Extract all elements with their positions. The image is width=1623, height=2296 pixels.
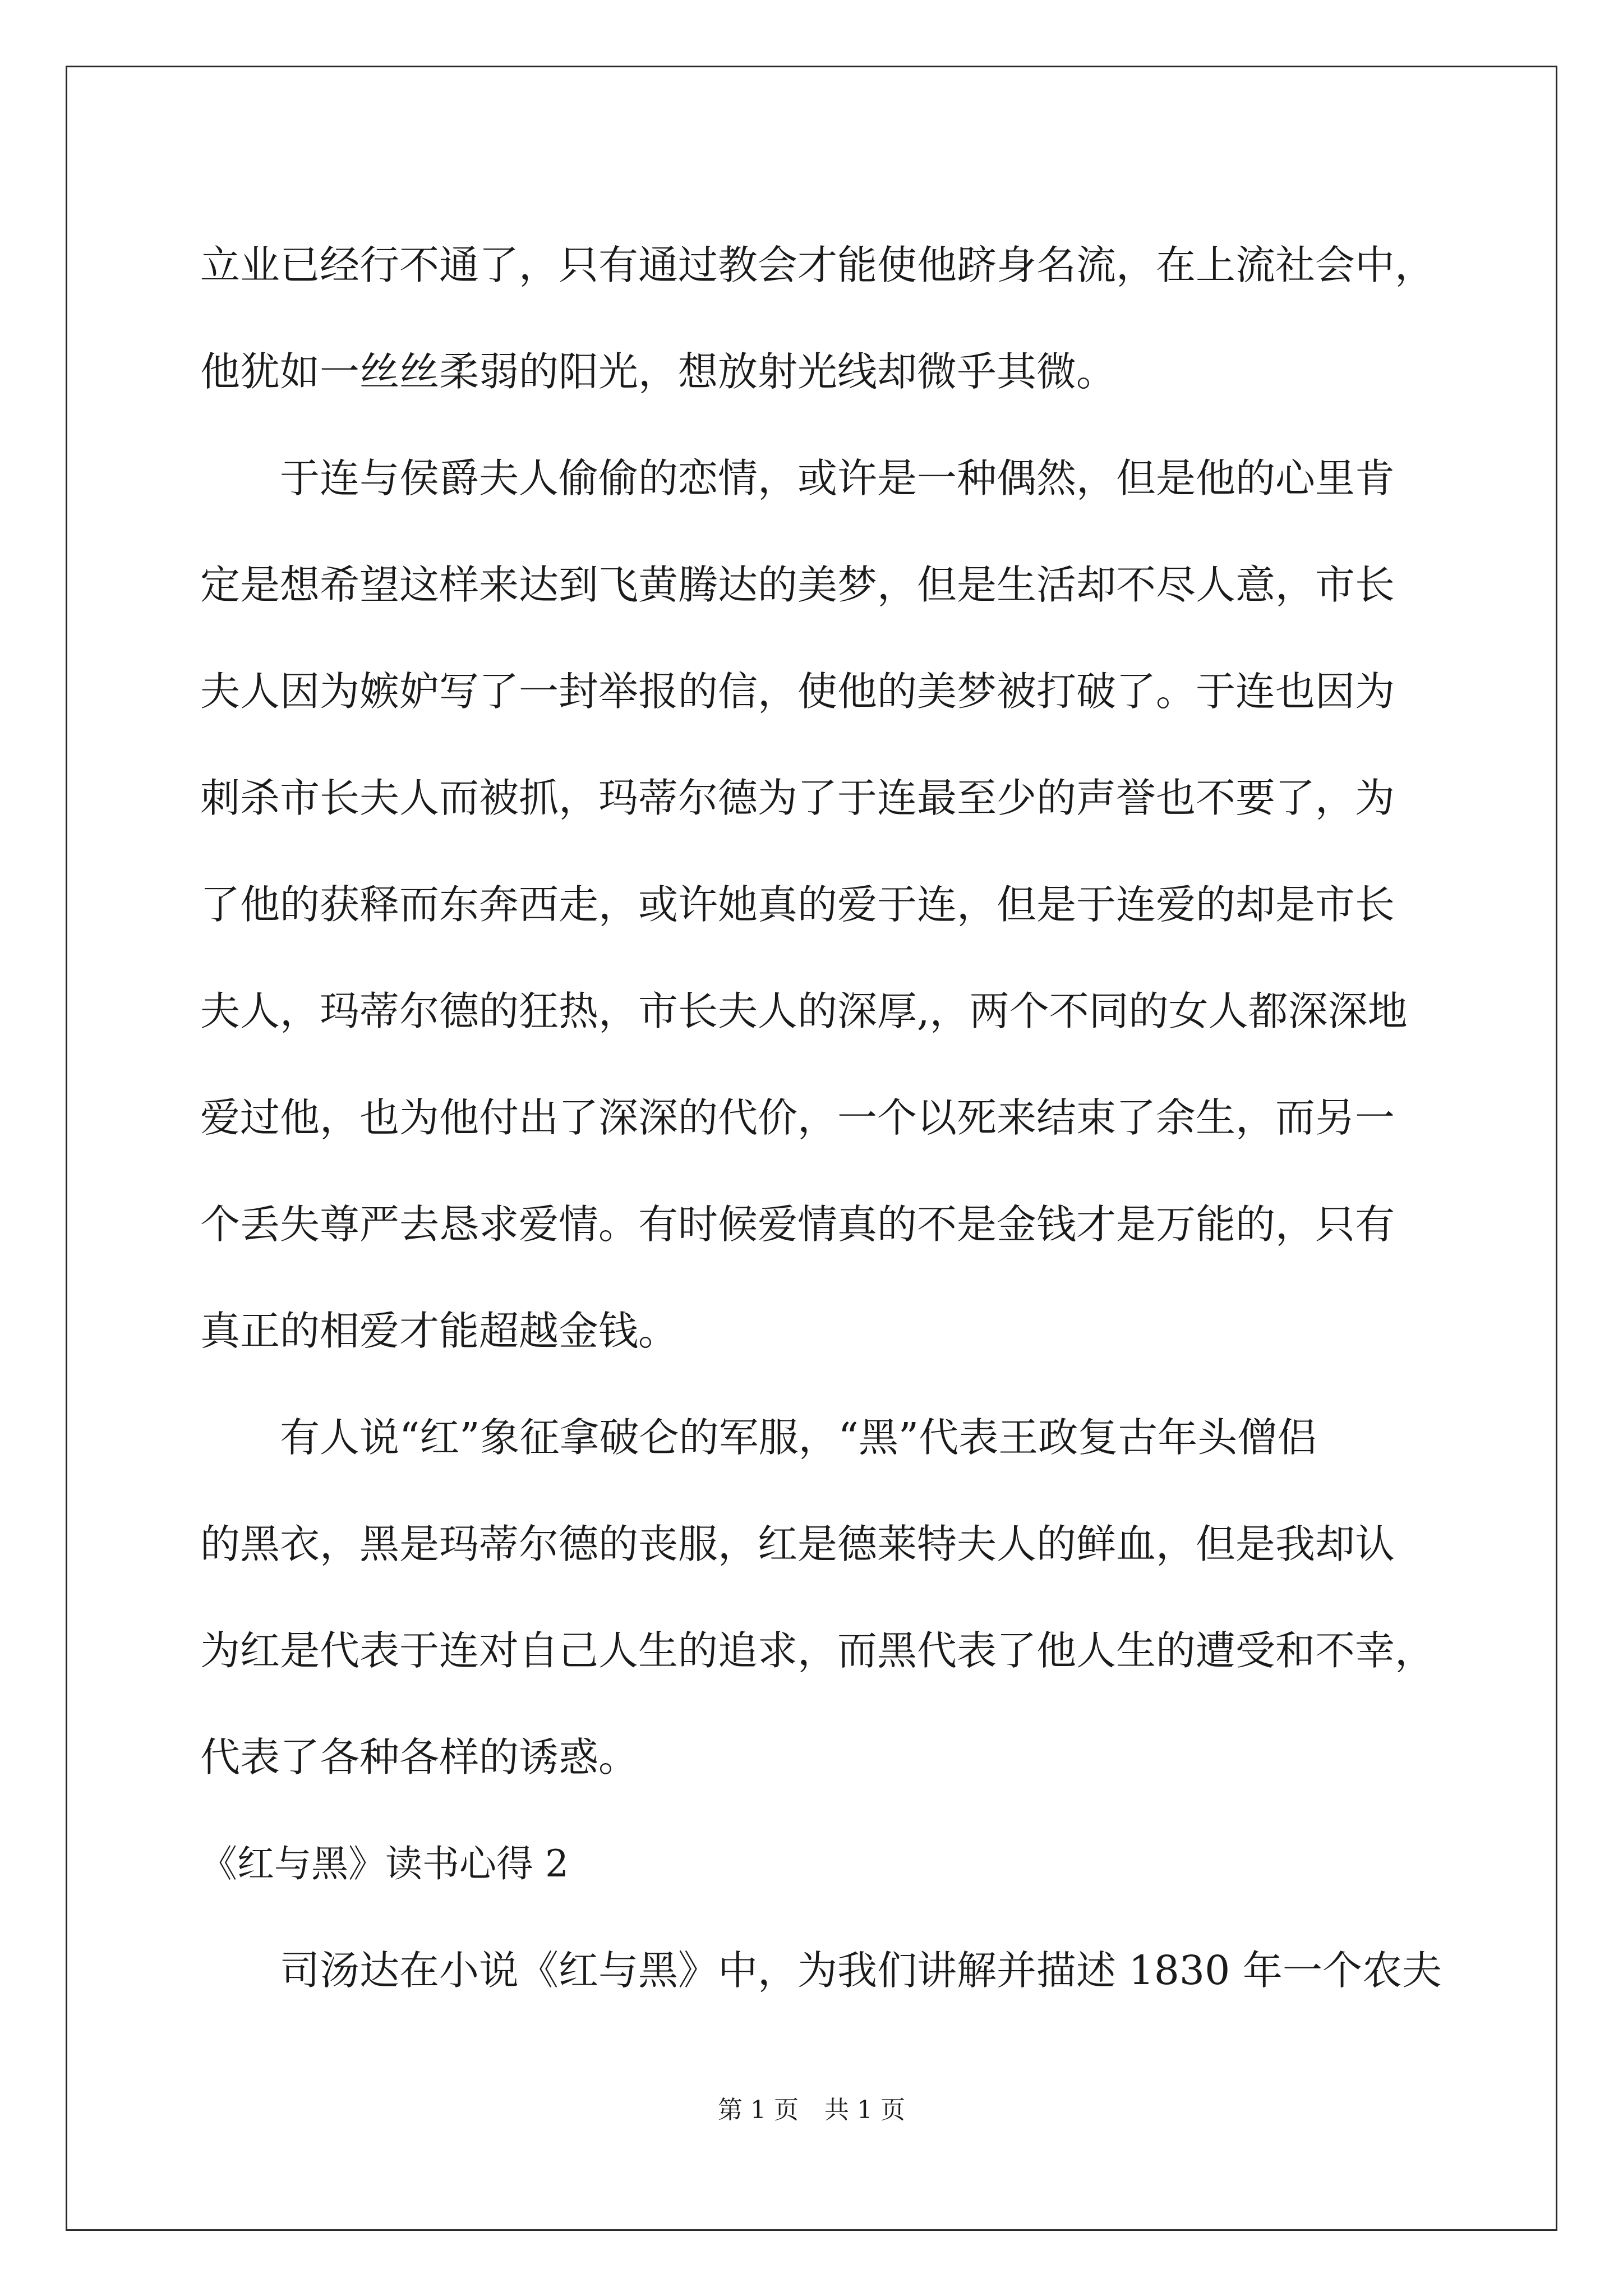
document-body (200, 212, 1442, 2024)
paragraph-start-line: 于连与侯爵夫人偷偷的恋情，或许是一种偶然，但是他的心里肯 (280, 455, 1395, 501)
page-total: 共 1 页 (824, 2096, 905, 2124)
text-line-6: 刺杀市长夫人而被抓，玛蒂尔德为了于连最至少的声誉也不要了，为 (200, 775, 1395, 821)
text-line-10: 个丢失尊严去恳求爱情。有时候爱情真的不是金钱才是万能的，只有 (200, 1201, 1395, 1248)
paragraph-start-line: 司汤达在小说《红与黑》中，为我们讲解并描述 1830 年一个农夫 (280, 1947, 1442, 1994)
page-number: 第 1 页 (718, 2096, 799, 2124)
section-heading: 《红与黑》读书心得 2 (200, 1842, 569, 1885)
text-line-13: 的黑衣，黑是玛蒂尔德的丧服，红是德莱特夫人的鲜血，但是我却认 (200, 1521, 1395, 1567)
paragraph-start-line: 有人说“红”象征拿破仑的军服，“黑”代表王政复古年头僧侣 (280, 1414, 1317, 1461)
text-line-4: 定是想希望这样来达到飞黄腾达的美梦，但是生活却不尽人意，市长 (200, 562, 1395, 608)
text-line-7: 了他的获释而东奔西走，或许她真的爱于连，但是于连爱的却是市长 (200, 881, 1395, 928)
text-line-15: 代表了各种各样的诱惑。 (200, 1734, 639, 1780)
text-line-2: 他犹如一丝丝柔弱的阳光，想放射光线却微乎其微。 (200, 348, 1117, 395)
page-footer (0, 2090, 1623, 2125)
text-line-5: 夫人因为嫉妒写了一封举报的信，使他的美梦被打破了。于连也因为 (200, 668, 1395, 715)
text-line-1: 立业已经行不通了，只有通过教会才能使他跻身名流，在上流社会中， (200, 242, 1435, 288)
text-line-14: 为红是代表于连对自己人生的追求，而黑代表了他人生的遭受和不幸， (200, 1627, 1435, 1674)
text-line-8: 夫人，玛蒂尔德的狂热，市长夫人的深厚,，两个不同的女人都深深地 (200, 988, 1408, 1034)
text-line-11: 真正的相爱才能超越金钱。 (200, 1308, 679, 1354)
text-line-9: 爱过他，也为他付出了深深的代价，一个以死来结束了余生，而另一 (200, 1094, 1395, 1141)
